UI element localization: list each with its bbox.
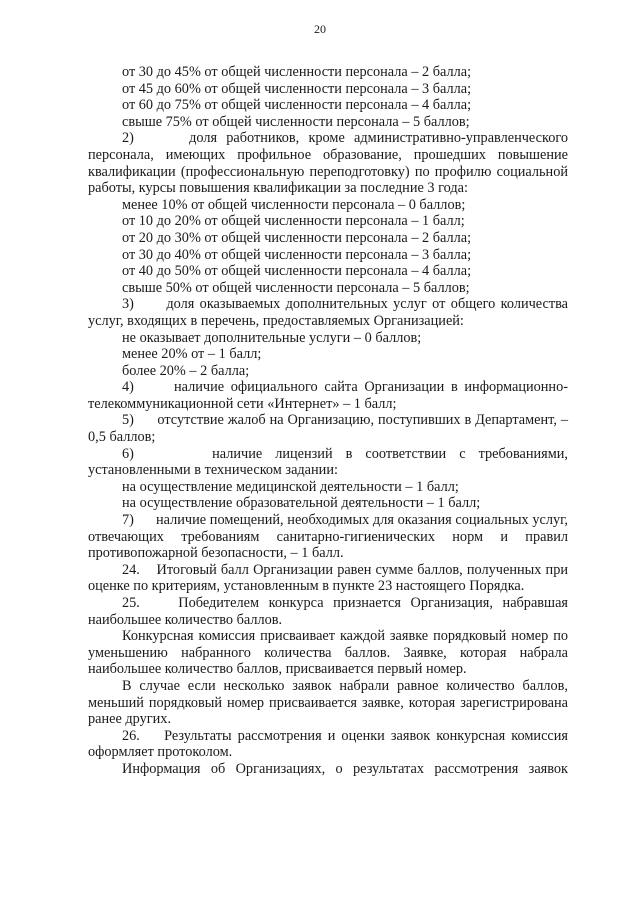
criterion-2: 2) доля работников, кроме административно-управленческого персонала, имеющих профильное образование, прошедших повышение квалификации (профессиональную переподготовку) по профилю социальной работы, курсы повышения квалификации за последние 3 года:	[88, 130, 568, 197]
list-item: от 10 до 20% от общей численности персонала – 1 балл;	[122, 213, 465, 230]
list-item: свыше 75% от общей численности персонала – 5 баллов;	[122, 113, 470, 130]
clause-24: 24. Итоговый балл Организации равен сумме баллов, полученных при оценке по критериям, установленным в пункте 23 настоящего Порядка.	[88, 561, 568, 595]
criterion-7: 7) наличие помещений, необходимых для оказания социальных услуг, отвечающих требованиям санитарно-гигиенических норм и правил противопожарной безопасности, – 1 балл.	[88, 512, 568, 562]
criterion-5: 5) отсутствие жалоб на Организацию, поступивших в Департамент, – 0,5 баллов;	[88, 412, 568, 446]
list-item: свыше 50% от общей численности персонала – 5 баллов;	[122, 279, 470, 296]
list-item: менее 20% от – 1 балл;	[122, 346, 262, 363]
paragraph: В случае если несколько заявок набрали равное количество баллов, меньший порядковый номер присваивается заявке, которая зарегистрирована ранее других.	[88, 677, 568, 728]
list-item: от 20 до 30% от общей численности персонала – 2 балла;	[122, 229, 472, 246]
document-body	[88, 64, 568, 778]
list-item: от 30 до 40% от общей численности персонала – 3 балла;	[122, 246, 472, 263]
criterion-4: 4) наличие официального сайта Организации в информационно-телекоммуникационной сети «Интернет» – 1 балл;	[88, 379, 568, 412]
list-item: на осуществление образовательной деятельности – 1 балл;	[122, 495, 481, 512]
list-item: от 45 до 60% от общей численности персонала – 3 балла;	[122, 80, 472, 97]
list-item: на осуществление медицинской деятельности – 1 балл;	[122, 478, 459, 495]
list-item: не оказывает дополнительные услуги – 0 баллов;	[122, 329, 422, 346]
list-item: от 40 до 50% от общей численности персонала – 4 балла;	[122, 263, 472, 280]
list-item: более 20% – 2 балла;	[122, 362, 250, 379]
criterion-3: 3) доля оказываемых дополнительных услуг от общего количества услуг, входящих в перечень, предоставляемых Организацией:	[88, 296, 568, 329]
clause-25: 25. Победителем конкурса признается Организация, набравшая наибольшее количество баллов.	[88, 595, 568, 628]
page-number: 20	[314, 22, 326, 36]
list-item: менее 10% от общей численности персонала – 0 баллов;	[122, 196, 466, 213]
list-item: от 60 до 75% от общей численности персонала – 4 балла;	[122, 97, 472, 114]
paragraph: Информация об Организациях, о результатах рассмотрения заявок	[122, 760, 568, 777]
list-item: от 30 до 45% от общей численности персонала – 2 балла;	[122, 64, 472, 80]
paragraph: Конкурсная комиссия присваивает каждой заявке порядковый номер по уменьшению набранного количества баллов. Заявке, которая набрала наибольшее количество баллов, присваивается первый номер.	[88, 628, 568, 678]
clause-26: 26. Результаты рассмотрения и оценки заявок конкурсная комиссия оформляет протоколом.	[88, 727, 568, 761]
criterion-6: 6) наличие лицензий в соответствии с требованиями, установленными в техническом задании:	[88, 445, 568, 479]
